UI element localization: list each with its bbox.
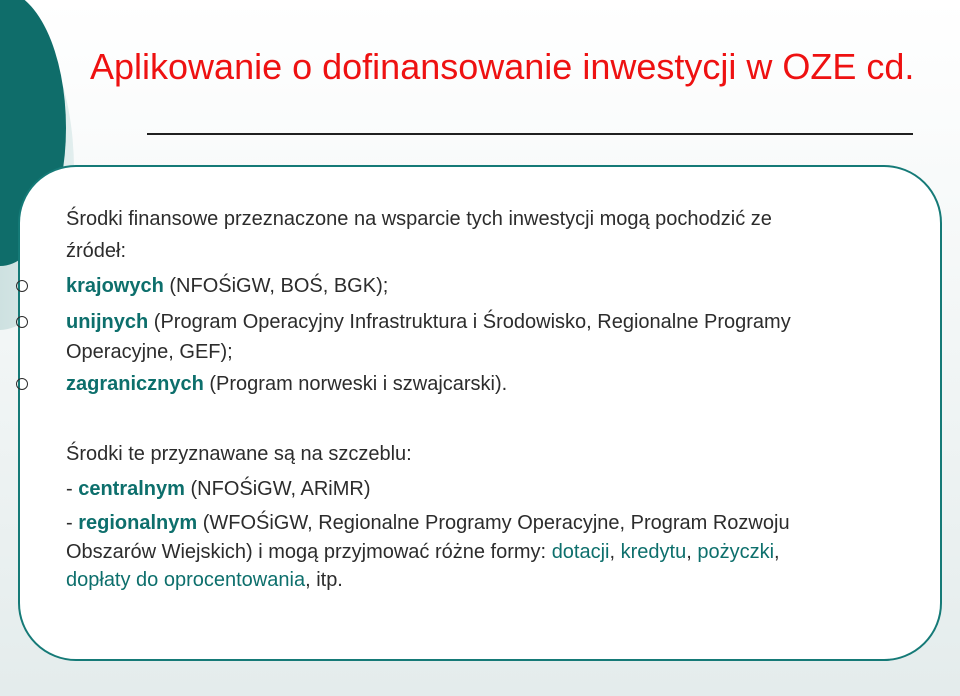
source-item-eu-continued: Operacyjne, GEF);	[66, 341, 233, 363]
form-grant: dotacji	[551, 541, 610, 563]
form-interest-subsidy: dopłaty do oprocentowania	[66, 569, 306, 591]
level-central	[66, 475, 370, 503]
level-keyword: regionalnym	[78, 512, 198, 534]
forms-etc: itp.	[316, 569, 343, 591]
intro-line-1: Środki finansowe przeznaczone na wsparcie tych inwestycji mogą pochodzić ze	[66, 208, 772, 230]
form-separator: ,	[609, 541, 621, 563]
form-separator: ,	[305, 569, 317, 591]
form-separator: ,	[686, 541, 698, 563]
source-keyword: krajowych	[66, 275, 164, 297]
level-keyword: centralnym	[78, 478, 185, 500]
source-details: (Program Operacyjny Infrastruktura i Środowisko, Regionalne Programy	[148, 311, 791, 333]
level-details: (WFOŚiGW, Regionalne Programy Operacyjne, Program Rozwoju	[197, 512, 790, 534]
source-item-national	[66, 272, 388, 300]
source-item-foreign	[66, 370, 507, 398]
page-title: Aplikowanie o dofinansowanie inwestycji w OZE cd.	[90, 46, 915, 87]
form-loan: pożyczki	[697, 541, 775, 563]
source-details: (NFOŚiGW, BOŚ, BGK);	[163, 275, 389, 297]
source-keyword: unijnych	[66, 311, 149, 333]
form-credit: kredytu	[620, 541, 687, 563]
level-details: (NFOŚiGW, ARiMR)	[184, 478, 371, 500]
bullet-circle-icon	[16, 378, 28, 390]
source-keyword: zagranicznych	[66, 373, 204, 395]
level-regional-forms	[66, 538, 780, 566]
title-underline	[147, 133, 913, 135]
source-details: (Program norweski i szwajcarski).	[203, 373, 508, 395]
level-prefix: -	[66, 512, 79, 534]
level-prefix: -	[66, 478, 79, 500]
source-item-eu	[66, 308, 791, 336]
forms-intro: Obszarów Wiejskich) i mogą przyjmować różne formy:	[66, 541, 552, 563]
form-separator: ,	[774, 541, 780, 563]
intro-line-2: źródeł:	[66, 240, 127, 262]
bullet-circle-icon	[16, 280, 28, 292]
levels-intro: Środki te przyznawane są na szczeblu:	[66, 443, 412, 465]
bullet-circle-icon	[16, 316, 28, 328]
level-regional-forms-continued	[66, 566, 343, 594]
level-regional	[66, 509, 790, 537]
